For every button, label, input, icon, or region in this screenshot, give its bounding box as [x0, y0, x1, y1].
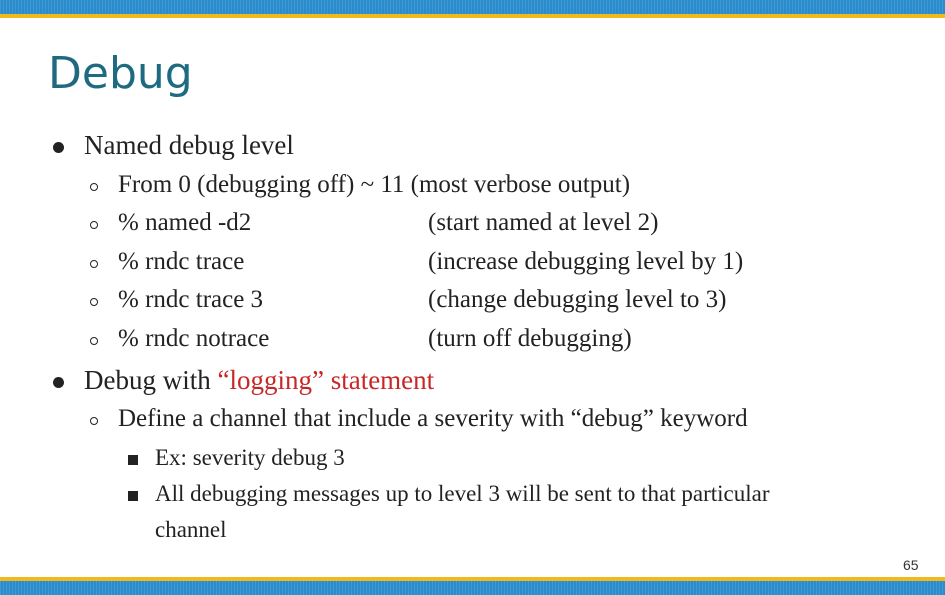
bottom-decorative-bar	[0, 577, 945, 595]
top-bar-gold-stripe	[0, 14, 945, 18]
command-desc-increase-level: (increase debugging level by 1)	[428, 248, 744, 275]
command-desc-start-level-2: (start named at level 2)	[428, 209, 659, 236]
example-severity-debug-3: Ex: severity debug 3	[155, 445, 345, 470]
bullet-named-debug-level: Named debug level	[84, 130, 294, 160]
all-debugging-messages-line2: channel	[155, 517, 227, 542]
bullet-dot-icon	[53, 142, 64, 153]
sub-bullet-ring-icon	[90, 417, 98, 425]
top-bar-blue-band	[0, 0, 945, 14]
bullet-debug-logging	[84, 365, 434, 396]
sub-bullet-ring-icon	[90, 298, 98, 306]
command-desc-turn-off: (turn off debugging)	[428, 325, 632, 352]
sub-sub-bullet-square-icon	[128, 491, 138, 501]
top-decorative-bar	[0, 0, 945, 18]
sub-bullet-range: From 0 (debugging off) ~ 11 (most verbose output)	[118, 171, 631, 198]
bottom-bar-blue-band	[0, 581, 945, 595]
sub-sub-bullet-square-icon	[128, 455, 138, 465]
sub-bullet-ring-icon	[90, 183, 98, 191]
logging-statement-highlight: “logging” statement	[217, 365, 435, 395]
sub-bullet-ring-icon	[90, 221, 98, 229]
all-debugging-messages-line1: All debugging messages up to level 3 will be sent to that particular	[155, 481, 770, 506]
command-named-d2: % named -d2	[118, 209, 252, 236]
slide-title: Debug	[48, 48, 193, 99]
bullet-dot-icon	[53, 377, 64, 388]
command-rndc-trace-3: % rndc trace 3	[118, 286, 264, 313]
command-rndc-trace: % rndc trace	[118, 248, 245, 275]
bullet-debug-prefix: Debug with	[84, 365, 218, 395]
sub-bullet-ring-icon	[90, 337, 98, 345]
sub-bullet-define-channel: Define a channel that include a severity with “debug” keyword	[118, 405, 748, 432]
command-rndc-notrace: % rndc notrace	[118, 325, 270, 352]
command-desc-change-level-3: (change debugging level to 3)	[428, 286, 727, 313]
page-number: 65	[903, 557, 919, 573]
sub-bullet-ring-icon	[90, 260, 98, 268]
